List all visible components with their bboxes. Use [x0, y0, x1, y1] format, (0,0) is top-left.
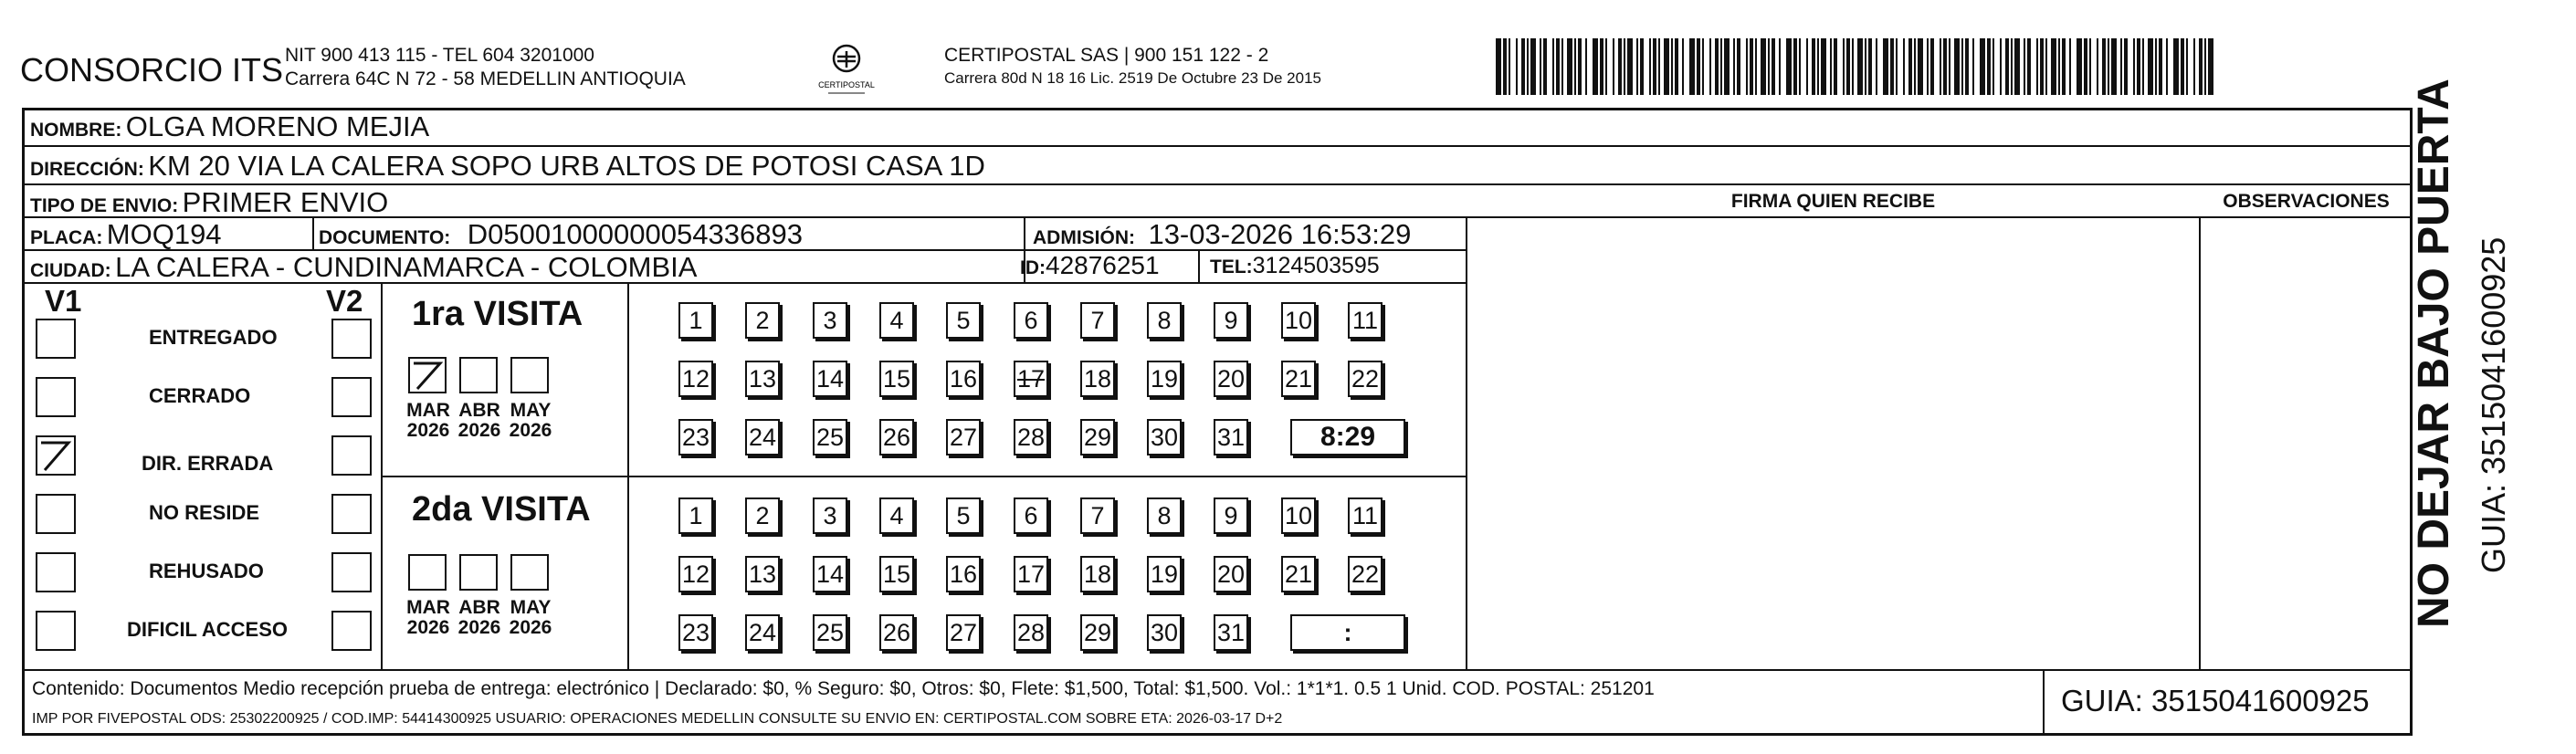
- day-checkbox[interactable]: 1: [678, 302, 713, 339]
- day-checkbox[interactable]: 5: [946, 302, 981, 339]
- status-label: REHUSADO: [149, 560, 264, 582]
- address-line: Carrera 64C N 72 - 58 MEDELLIN ANTIOQUIA: [285, 68, 686, 89]
- month-name: MAY: [510, 400, 552, 421]
- tipo-value: PRIMER ENVIO: [182, 186, 389, 218]
- status-label: ENTREGADO: [149, 326, 278, 349]
- v1-checkbox[interactable]: [36, 435, 76, 476]
- day-checkbox[interactable]: 6: [1014, 302, 1048, 339]
- nombre-row: [30, 110, 429, 143]
- day-checkbox[interactable]: 23: [678, 419, 713, 456]
- id-field: [1020, 251, 1160, 280]
- first-visit-time[interactable]: 8:29: [1290, 419, 1405, 456]
- day-checkbox[interactable]: 20: [1214, 361, 1248, 397]
- v1-checkbox[interactable]: [36, 319, 76, 359]
- day-checkbox[interactable]: 11: [1348, 497, 1383, 534]
- day-checkbox[interactable]: 21: [1281, 556, 1316, 592]
- day-checkbox[interactable]: 29: [1080, 419, 1115, 456]
- month-year: 2026: [457, 617, 501, 638]
- v1-checkbox[interactable]: [36, 377, 76, 417]
- second-visit-title: 2da VISITA: [412, 490, 591, 529]
- footer-line: [25, 669, 2412, 671]
- day-checkbox[interactable]: 27: [946, 614, 981, 651]
- v1-label: V1: [45, 284, 82, 318]
- form-frame: [22, 108, 2413, 736]
- month-year: 2026: [509, 617, 552, 638]
- nombre-value: OLGA MORENO MEJIA: [125, 110, 430, 142]
- ciudad-field: [30, 251, 697, 284]
- month-label: [403, 401, 454, 441]
- tipo-label: TIPO DE ENVIO:: [30, 195, 179, 216]
- month-year: 2026: [406, 617, 450, 638]
- day-checkbox[interactable]: 15: [879, 556, 914, 592]
- day-checkbox[interactable]: 31: [1214, 614, 1248, 651]
- day-checkbox[interactable]: 8: [1147, 497, 1182, 534]
- day-checkbox[interactable]: 26: [879, 614, 914, 651]
- day-checkbox[interactable]: 8: [1147, 302, 1182, 339]
- col-line: [1466, 216, 1467, 289]
- day-checkbox[interactable]: 19: [1147, 556, 1182, 592]
- check-mark-icon: [410, 359, 445, 392]
- admision-field: [1033, 218, 1411, 251]
- day-checkbox[interactable]: 4: [879, 302, 914, 339]
- nit-line: NIT 900 413 115 - TEL 604 3201000: [285, 45, 594, 66]
- day-checkbox[interactable]: 1: [678, 497, 713, 534]
- certipostal-logo: [818, 42, 875, 102]
- col-line: [1466, 289, 1467, 669]
- day-checkbox[interactable]: 17: [1014, 556, 1048, 592]
- day-checkbox[interactable]: 22: [1348, 556, 1383, 592]
- nombre-label: NOMBRE:: [30, 120, 122, 141]
- col-line: [312, 216, 314, 249]
- row-line: [1466, 216, 2412, 218]
- firma-header: FIRMA QUIEN RECIBE: [1730, 191, 1936, 212]
- month-name: MAY: [510, 597, 552, 618]
- day-checkbox[interactable]: 9: [1214, 497, 1248, 534]
- tel-field: [1210, 253, 1380, 279]
- barcode: [1496, 38, 2226, 95]
- direccion-row: [30, 150, 985, 183]
- direccion-value: KM 20 VIA LA CALERA SOPO URB ALTOS DE POTOSI CASA 1D: [148, 150, 985, 182]
- day-checkbox[interactable]: 30: [1147, 419, 1182, 456]
- month-year: 2026: [406, 420, 450, 441]
- status-label: CERRADO: [149, 384, 251, 407]
- day-checkbox[interactable]: 20: [1214, 556, 1248, 592]
- month-name: MAR: [406, 400, 450, 421]
- v2-checkbox[interactable]: [331, 435, 372, 476]
- month-label: [505, 598, 556, 638]
- placa-value: MOQ194: [106, 218, 222, 250]
- col-line: [2199, 216, 2201, 669]
- month-label: [454, 401, 505, 441]
- day-checkbox[interactable]: 5: [946, 497, 981, 534]
- day-checkbox[interactable]: 12: [678, 556, 713, 592]
- certipostal-info: [944, 44, 1321, 89]
- documento-field: [319, 218, 803, 251]
- day-checkbox[interactable]: 10: [1281, 302, 1316, 339]
- day-checkbox[interactable]: 14: [813, 361, 847, 397]
- day-checkbox[interactable]: 31: [1214, 419, 1248, 456]
- day-checkbox[interactable]: 25: [813, 614, 847, 651]
- logo-text: CERTIPOSTAL: [818, 80, 875, 89]
- month-checkbox[interactable]: [408, 357, 447, 393]
- month-label: [454, 598, 505, 638]
- id-value: 42876251: [1046, 251, 1160, 279]
- company-name: CONSORCIO ITS: [20, 51, 284, 89]
- status-label: NO RESIDE: [149, 501, 260, 524]
- day-checkbox[interactable]: 13: [745, 361, 780, 397]
- first-visit-title: 1ra VISITA: [412, 295, 584, 333]
- admision-label: ADMISIÓN:: [1033, 227, 1135, 248]
- month-name: ABR: [458, 597, 500, 618]
- check-mark-icon: [37, 437, 74, 474]
- day-checkbox[interactable]: 23: [678, 614, 713, 651]
- month-name: MAR: [406, 597, 450, 618]
- day-checkbox[interactable]: 12: [678, 361, 713, 397]
- day-checkbox[interactable]: 17: [1014, 361, 1048, 397]
- day-checkbox[interactable]: 13: [745, 556, 780, 592]
- v2-checkbox[interactable]: [331, 552, 372, 592]
- documento-label: DOCUMENTO:: [319, 227, 451, 248]
- month-checkbox[interactable]: [408, 554, 447, 591]
- day-checkbox[interactable]: 29: [1080, 614, 1115, 651]
- day-checkbox[interactable]: 15: [879, 361, 914, 397]
- day-checkbox[interactable]: 28: [1014, 614, 1048, 651]
- month-year: 2026: [457, 420, 501, 441]
- no-dejar-warning: NO DEJAR BAJO PUERTA: [2410, 79, 2458, 628]
- day-checkbox[interactable]: 3: [813, 302, 847, 339]
- month-name: ABR: [458, 400, 500, 421]
- status-label: DIFICIL ACCESO: [127, 618, 289, 641]
- day-checkbox[interactable]: 24: [745, 614, 780, 651]
- day-checkbox[interactable]: 2: [745, 302, 780, 339]
- day-checkbox[interactable]: 16: [946, 556, 981, 592]
- day-checkbox[interactable]: 24: [745, 419, 780, 456]
- footer-print-info: IMP POR FIVEPOSTAL ODS: 25302200925 / COD.IMP: 54414300925 USUARIO: OPERACIONES MEDELLIN CONSULTE SU ENVIO EN: CERTIPOSTAL.COM SOBRE ETA: 2026-03-17 D+2: [32, 711, 1283, 727]
- row-line: [25, 145, 2412, 147]
- day-checkbox[interactable]: 18: [1080, 361, 1115, 397]
- col-line: [2043, 669, 2045, 735]
- day-checkbox[interactable]: 3: [813, 497, 847, 534]
- day-checkbox[interactable]: 25: [813, 419, 847, 456]
- second-visit-time[interactable]: :: [1290, 614, 1405, 651]
- footer-guia: GUIA: 3515041600925: [2061, 684, 2370, 717]
- company-info: [285, 44, 686, 91]
- id-label: ID:: [1020, 257, 1046, 278]
- day-checkbox[interactable]: 19: [1147, 361, 1182, 397]
- footer-content: Contenido: Documentos Medio recepción prueba de entrega: electrónico | Declarado: $0, % Seguro: $0, Otros: $0, Flete: $1,500, Total: $1,500. Vol.: 1*1*1. 0.5 1 Unid. COD. POSTAL: 251201: [32, 678, 1655, 699]
- month-checkbox[interactable]: [459, 554, 498, 591]
- day-checkbox[interactable]: 27: [946, 419, 981, 456]
- day-checkbox[interactable]: 11: [1348, 302, 1383, 339]
- v2-checkbox[interactable]: [331, 319, 372, 359]
- v2-checkbox[interactable]: [331, 611, 372, 651]
- day-checkbox[interactable]: 21: [1281, 361, 1316, 397]
- certipostal-address: Carrera 80d N 18 16 Lic. 2519 De Octubre 23 De 2015: [944, 69, 1321, 87]
- v1-checkbox[interactable]: [36, 611, 76, 651]
- status-label: DIR. ERRADA: [142, 452, 274, 475]
- barcode-bar: [2213, 38, 2217, 95]
- observaciones-header: OBSERVACIONES: [2223, 191, 2390, 212]
- day-checkbox[interactable]: 28: [1014, 419, 1048, 456]
- day-checkbox[interactable]: 22: [1348, 361, 1383, 397]
- v2-checkbox[interactable]: [331, 494, 372, 534]
- day-checkbox[interactable]: 18: [1080, 556, 1115, 592]
- month-checkbox[interactable]: [510, 357, 549, 393]
- day-checkbox[interactable]: 26: [879, 419, 914, 456]
- day-checkbox[interactable]: 30: [1147, 614, 1182, 651]
- tel-value: 3124503595: [1252, 253, 1380, 278]
- row-line: [25, 183, 2412, 185]
- v2-checkbox[interactable]: [331, 377, 372, 417]
- day-checkbox[interactable]: 16: [946, 361, 981, 397]
- day-checkbox[interactable]: 6: [1014, 497, 1048, 534]
- v1-checkbox[interactable]: [36, 494, 76, 534]
- month-label: [505, 401, 556, 441]
- v2-label: V2: [326, 284, 363, 318]
- col-line: [1198, 249, 1200, 282]
- tipo-row: [30, 186, 388, 219]
- month-label: [403, 598, 454, 638]
- month-checkbox[interactable]: [459, 357, 498, 393]
- day-checkbox[interactable]: 14: [813, 556, 847, 592]
- placa-field: [30, 218, 222, 251]
- visit-divider: [381, 476, 1466, 477]
- documento-value: D05001000000054336893: [467, 218, 803, 250]
- month-year: 2026: [509, 420, 552, 441]
- side-guia: GUIA: 3515041600925: [2475, 236, 2512, 573]
- ciudad-value: LA CALERA - CUNDINAMARCA - COLOMBIA: [115, 251, 698, 283]
- day-checkbox[interactable]: 10: [1281, 497, 1316, 534]
- tel-label: TEL:: [1210, 257, 1253, 278]
- day-checkbox[interactable]: 9: [1214, 302, 1248, 339]
- day-checkbox[interactable]: 2: [745, 497, 780, 534]
- day-checkbox[interactable]: 4: [879, 497, 914, 534]
- v1-checkbox[interactable]: [36, 552, 76, 592]
- certipostal-line: CERTIPOSTAL SAS | 900 151 122 - 2: [944, 45, 1269, 66]
- placa-label: PLACA:: [30, 227, 103, 248]
- direccion-label: DIRECCIÓN:: [30, 159, 144, 180]
- admision-value: 13-03-2026 16:53:29: [1148, 218, 1412, 250]
- month-checkbox[interactable]: [510, 554, 549, 591]
- ciudad-label: CIUDAD:: [30, 260, 111, 281]
- day-checkbox[interactable]: 7: [1080, 497, 1115, 534]
- day-checkbox[interactable]: 7: [1080, 302, 1115, 339]
